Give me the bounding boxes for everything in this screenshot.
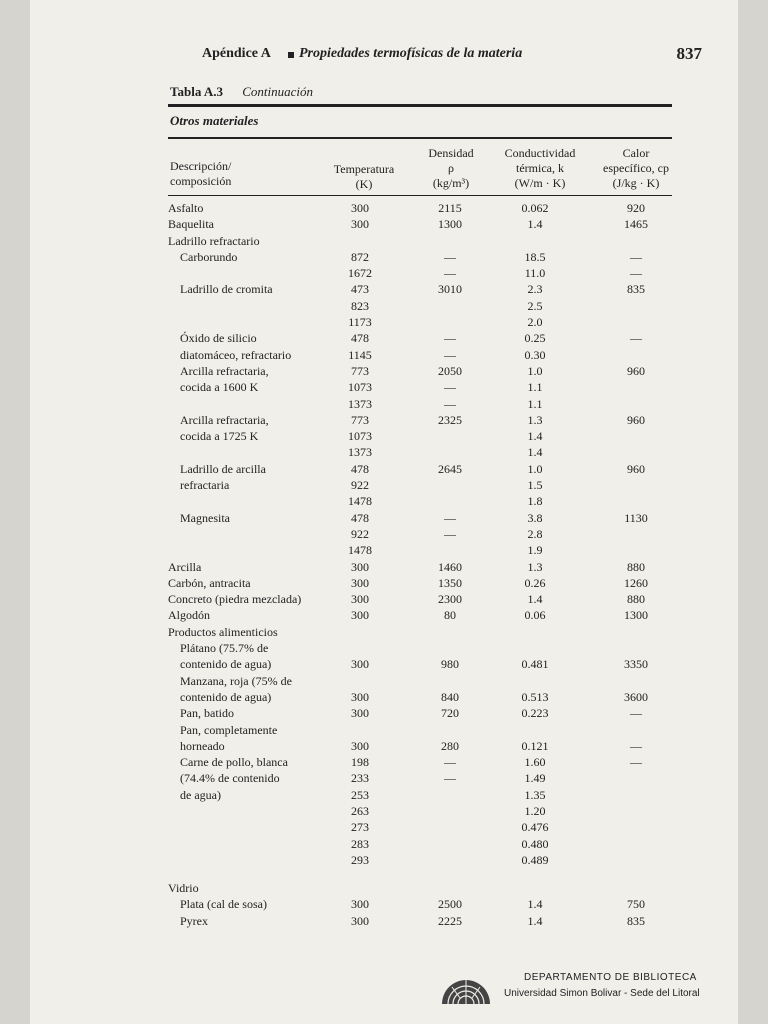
cell-conductivity: 1.5 xyxy=(527,478,543,493)
cell-conductivity: 2.3 xyxy=(527,282,543,297)
table-row xyxy=(0,836,768,852)
table-row xyxy=(0,705,768,721)
cell-density: 840 xyxy=(441,689,459,704)
cell-description: Carne de pollo, blanca xyxy=(180,755,288,770)
cell-description: contenido de agua) xyxy=(180,657,272,672)
cell-temperature: 1073 xyxy=(348,380,372,395)
table-row xyxy=(0,249,768,265)
table-row xyxy=(0,689,768,705)
cell-specific-heat: 960 xyxy=(627,412,645,427)
cell-specific-heat: 1300 xyxy=(624,608,648,623)
cell-conductivity: 0.062 xyxy=(521,201,549,215)
cell-specific-heat: 1465 xyxy=(624,217,648,232)
cell-temperature: 478 xyxy=(351,331,369,346)
table-body xyxy=(0,200,768,929)
cell-description: Óxido de silicio xyxy=(180,331,257,346)
cell-conductivity: 1.4 xyxy=(527,445,543,460)
table-row xyxy=(0,444,768,460)
cell-temperature: 300 xyxy=(351,575,369,590)
cell-description: Plátano (75.7% de xyxy=(180,641,269,656)
cell-density: 2115 xyxy=(438,201,462,215)
cell-conductivity: 1.35 xyxy=(524,787,546,802)
cell-conductivity: 0.476 xyxy=(521,820,549,835)
table-row xyxy=(0,673,768,689)
cell-temperature: 1145 xyxy=(348,347,372,362)
cell-density: 2500 xyxy=(438,897,462,912)
cell-conductivity: 1.49 xyxy=(524,771,546,786)
table-row xyxy=(0,233,768,249)
cell-density: 1350 xyxy=(438,575,462,590)
table-row xyxy=(0,624,768,640)
cell-description: Ladrillo refractario xyxy=(168,233,260,248)
cell-conductivity: 1.60 xyxy=(524,755,546,770)
appendix-title: Apéndice A xyxy=(202,46,271,61)
cell-conductivity: 1.20 xyxy=(524,803,546,818)
table-row xyxy=(0,754,768,770)
cell-description: Carbón, antracita xyxy=(168,575,251,590)
cell-temperature: 283 xyxy=(351,836,369,851)
cell-conductivity: 1.0 xyxy=(527,363,543,378)
table-continuation: Continuación xyxy=(242,84,314,99)
cell-specific-heat: 3600 xyxy=(624,689,648,704)
cell-temperature: 300 xyxy=(351,689,369,704)
table-row xyxy=(0,640,768,656)
cell-description: Pan, batido xyxy=(180,706,234,721)
cell-conductivity: 11.0 xyxy=(524,266,546,281)
cell-temperature: 300 xyxy=(351,706,369,721)
col-header-specific-heat: Calor específico, cp (J/kg · K) xyxy=(603,146,669,190)
table-row xyxy=(0,607,768,623)
cell-specific-heat: 960 xyxy=(627,363,645,378)
cell-density: — xyxy=(444,755,456,770)
cell-conductivity: 0.30 xyxy=(524,347,546,362)
cell-conductivity: 0.06 xyxy=(524,608,546,623)
cell-density: 720 xyxy=(441,706,459,721)
cell-description: de agua) xyxy=(180,787,221,802)
cell-temperature: 253 xyxy=(351,787,369,802)
cell-conductivity: 1.3 xyxy=(527,559,543,574)
cell-temperature: 1073 xyxy=(348,429,372,444)
table-row xyxy=(0,477,768,493)
table-caption xyxy=(170,84,313,100)
running-header xyxy=(202,44,702,68)
cell-temperature: 478 xyxy=(351,461,369,476)
cell-density: — xyxy=(444,331,456,346)
cell-temperature: 773 xyxy=(351,363,369,378)
cell-specific-heat: — xyxy=(630,706,642,721)
table-row xyxy=(0,265,768,281)
cell-specific-heat: 1260 xyxy=(624,575,648,590)
table-row xyxy=(0,216,768,232)
library-stamp xyxy=(438,968,738,1012)
cell-description: Baquelita xyxy=(168,217,214,232)
cell-temperature: 263 xyxy=(351,803,369,818)
separator-square-icon xyxy=(288,52,294,58)
table-row xyxy=(0,379,768,395)
table-row xyxy=(0,880,768,896)
cell-conductivity: 1.4 xyxy=(527,592,543,607)
cell-temperature: 1478 xyxy=(348,543,372,558)
table-row xyxy=(0,314,768,330)
cell-density: 980 xyxy=(441,657,459,672)
cell-specific-heat: 960 xyxy=(627,461,645,476)
cell-temperature: 273 xyxy=(351,820,369,835)
table-row xyxy=(0,510,768,526)
cell-conductivity: 0.480 xyxy=(521,836,549,851)
table-row xyxy=(0,803,768,819)
table-row xyxy=(0,298,768,314)
cell-temperature: 233 xyxy=(351,771,369,786)
cell-conductivity: 1.3 xyxy=(527,412,543,427)
cell-description: diatomáceo, refractario xyxy=(180,347,292,362)
cell-conductivity: 3.8 xyxy=(527,510,543,525)
cell-conductivity: 1.8 xyxy=(527,494,543,509)
col-header-description: Descripción/ composición xyxy=(170,159,232,188)
cell-density: 280 xyxy=(441,738,459,753)
cell-density: 2225 xyxy=(438,913,462,928)
cell-description: Arcilla refractaria, xyxy=(180,412,269,427)
table-row xyxy=(0,493,768,509)
appendix-topic: Propiedades termofísicas de la materia xyxy=(299,46,523,61)
table-row xyxy=(0,200,768,216)
cell-description: contenido de agua) xyxy=(180,689,272,704)
cell-density: — xyxy=(444,266,456,281)
table-row xyxy=(0,526,768,542)
cell-specific-heat: 750 xyxy=(627,897,645,912)
cell-description: Arcilla xyxy=(168,559,202,574)
cell-conductivity: 0.489 xyxy=(521,852,549,867)
stamp-department: DEPARTAMENTO DE BIBLIOTECA xyxy=(524,972,697,983)
cell-temperature: 773 xyxy=(351,412,369,427)
cell-density: 2645 xyxy=(438,461,462,476)
cell-conductivity: 0.223 xyxy=(521,706,549,721)
cell-conductivity: 1.4 xyxy=(527,429,543,444)
table-row xyxy=(0,656,768,672)
cell-temperature: 872 xyxy=(351,249,369,264)
cell-density: 80 xyxy=(444,608,456,623)
cell-conductivity: 1.1 xyxy=(527,396,543,411)
col-header-conductivity: Conductividad térmica, k (W/m · K) xyxy=(504,146,576,190)
cell-temperature: 300 xyxy=(351,738,369,753)
cell-specific-heat: 880 xyxy=(627,559,645,574)
cell-description: Plata (cal de sosa) xyxy=(180,897,267,912)
stamp-university: Universidad Simon Bolivar - Sede del Litoral xyxy=(504,988,700,999)
cell-specific-heat: — xyxy=(630,755,642,770)
table-label: Tabla A.3 xyxy=(170,84,223,99)
cell-temperature: 300 xyxy=(351,559,369,574)
table-row xyxy=(0,787,768,803)
table-row xyxy=(0,428,768,444)
row-spacer xyxy=(0,868,768,880)
cell-specific-heat: 3350 xyxy=(624,657,648,672)
table-row xyxy=(0,896,768,912)
cell-temperature: 198 xyxy=(351,755,369,770)
table-row xyxy=(0,819,768,835)
cell-temperature: 823 xyxy=(351,298,369,313)
table-row xyxy=(0,591,768,607)
cell-conductivity: 0.513 xyxy=(521,689,549,704)
cell-temperature: 478 xyxy=(351,510,369,525)
cell-temperature: 300 xyxy=(351,592,369,607)
cell-description: Manzana, roja (75% de xyxy=(180,673,292,688)
cell-temperature: 300 xyxy=(351,913,369,928)
cell-description: Pyrex xyxy=(180,913,208,928)
cell-specific-heat: 835 xyxy=(627,913,645,928)
cell-temperature: 1672 xyxy=(348,266,372,281)
cell-temperature: 293 xyxy=(351,852,369,867)
cell-description: Vidrio xyxy=(168,881,199,896)
cell-description: Magnesita xyxy=(180,510,230,525)
cell-temperature: 300 xyxy=(351,608,369,623)
col-header-temperature: Temperatura (K) xyxy=(333,162,395,191)
cell-description: Concreto (piedra mezclada) xyxy=(168,592,302,607)
cell-temperature: 1373 xyxy=(348,445,372,460)
table-row xyxy=(0,347,768,363)
table-row xyxy=(0,542,768,558)
cell-description: (74.4% de contenido xyxy=(180,771,280,786)
cell-description: Algodón xyxy=(168,608,210,623)
cell-temperature: 922 xyxy=(351,526,369,541)
table-row xyxy=(0,363,768,379)
cell-specific-heat: 920 xyxy=(627,201,645,215)
page-number: 837 xyxy=(676,44,702,63)
cell-description: cocida a 1600 K xyxy=(180,380,259,395)
cell-density: 1460 xyxy=(438,559,462,574)
cell-description: Pan, completamente xyxy=(180,722,278,737)
table-row xyxy=(0,575,768,591)
cell-density: — xyxy=(444,347,456,362)
table-row xyxy=(0,412,768,428)
cell-conductivity: 1.1 xyxy=(527,380,543,395)
body-rule xyxy=(168,195,672,196)
cell-temperature: 1478 xyxy=(348,494,372,509)
cell-description: Arcilla refractaria, xyxy=(180,363,269,378)
cell-conductivity: 1.4 xyxy=(527,897,543,912)
cell-specific-heat: — xyxy=(630,738,642,753)
cell-conductivity: 18.5 xyxy=(524,249,546,264)
cell-conductivity: 2.8 xyxy=(527,526,543,541)
cell-conductivity: 2.5 xyxy=(527,298,543,313)
cell-description: cocida a 1725 K xyxy=(180,429,259,444)
cell-conductivity: 2.0 xyxy=(527,315,543,330)
table-row xyxy=(0,461,768,477)
cell-description: Asfalto xyxy=(168,201,204,215)
cell-conductivity: 0.26 xyxy=(524,575,546,590)
cell-conductivity: 1.4 xyxy=(527,913,543,928)
cell-specific-heat: — xyxy=(630,249,642,264)
table-row xyxy=(0,770,768,786)
cell-conductivity: 0.25 xyxy=(524,331,546,346)
cell-specific-heat: 880 xyxy=(627,592,645,607)
cell-description: Ladrillo de arcilla xyxy=(180,461,266,476)
table-row xyxy=(0,913,768,929)
cell-density: — xyxy=(444,380,456,395)
library-logo-icon xyxy=(438,972,494,1006)
table-row xyxy=(0,852,768,868)
cell-temperature: 300 xyxy=(351,201,369,215)
cell-description: horneado xyxy=(180,738,225,753)
cell-conductivity: 1.9 xyxy=(527,543,543,558)
cell-density: 3010 xyxy=(438,282,462,297)
cell-density: — xyxy=(444,396,456,411)
cell-specific-heat: 1130 xyxy=(624,510,648,525)
cell-density: 2325 xyxy=(438,412,462,427)
col-header-density: Densidad ρ (kg/m³) xyxy=(428,146,474,190)
table-row xyxy=(0,330,768,346)
cell-temperature: 922 xyxy=(351,478,369,493)
cell-specific-heat: — xyxy=(630,331,642,346)
cell-specific-heat: 835 xyxy=(627,282,645,297)
cell-density: — xyxy=(444,771,456,786)
cell-temperature: 300 xyxy=(351,217,369,232)
cell-description: Carborundo xyxy=(180,249,238,264)
table-row xyxy=(0,396,768,412)
cell-temperature: 473 xyxy=(351,282,369,297)
table-row xyxy=(0,281,768,297)
cell-description: Productos alimenticios xyxy=(168,624,278,639)
cell-description: Ladrillo de cromita xyxy=(180,282,273,297)
table-row xyxy=(0,722,768,738)
cell-temperature: 1173 xyxy=(348,315,372,330)
cell-temperature: 300 xyxy=(351,897,369,912)
table-row xyxy=(0,738,768,754)
cell-specific-heat: — xyxy=(630,266,642,281)
cell-density: — xyxy=(444,249,456,264)
cell-density: — xyxy=(444,510,456,525)
header-rule xyxy=(168,137,672,139)
cell-conductivity: 1.0 xyxy=(527,461,543,476)
cell-density: 1300 xyxy=(438,217,462,232)
table-row xyxy=(0,559,768,575)
cell-temperature: 300 xyxy=(351,657,369,672)
cell-description: refractaria xyxy=(180,478,230,493)
cell-conductivity: 0.121 xyxy=(521,738,549,753)
cell-density: 2050 xyxy=(438,363,462,378)
cell-density: — xyxy=(444,526,456,541)
cell-density: 2300 xyxy=(438,592,462,607)
cell-temperature: 1373 xyxy=(348,396,372,411)
top-rule xyxy=(168,104,672,107)
cell-conductivity: 0.481 xyxy=(521,657,549,672)
cell-conductivity: 1.4 xyxy=(527,217,543,232)
section-title: Otros materiales xyxy=(170,113,259,128)
